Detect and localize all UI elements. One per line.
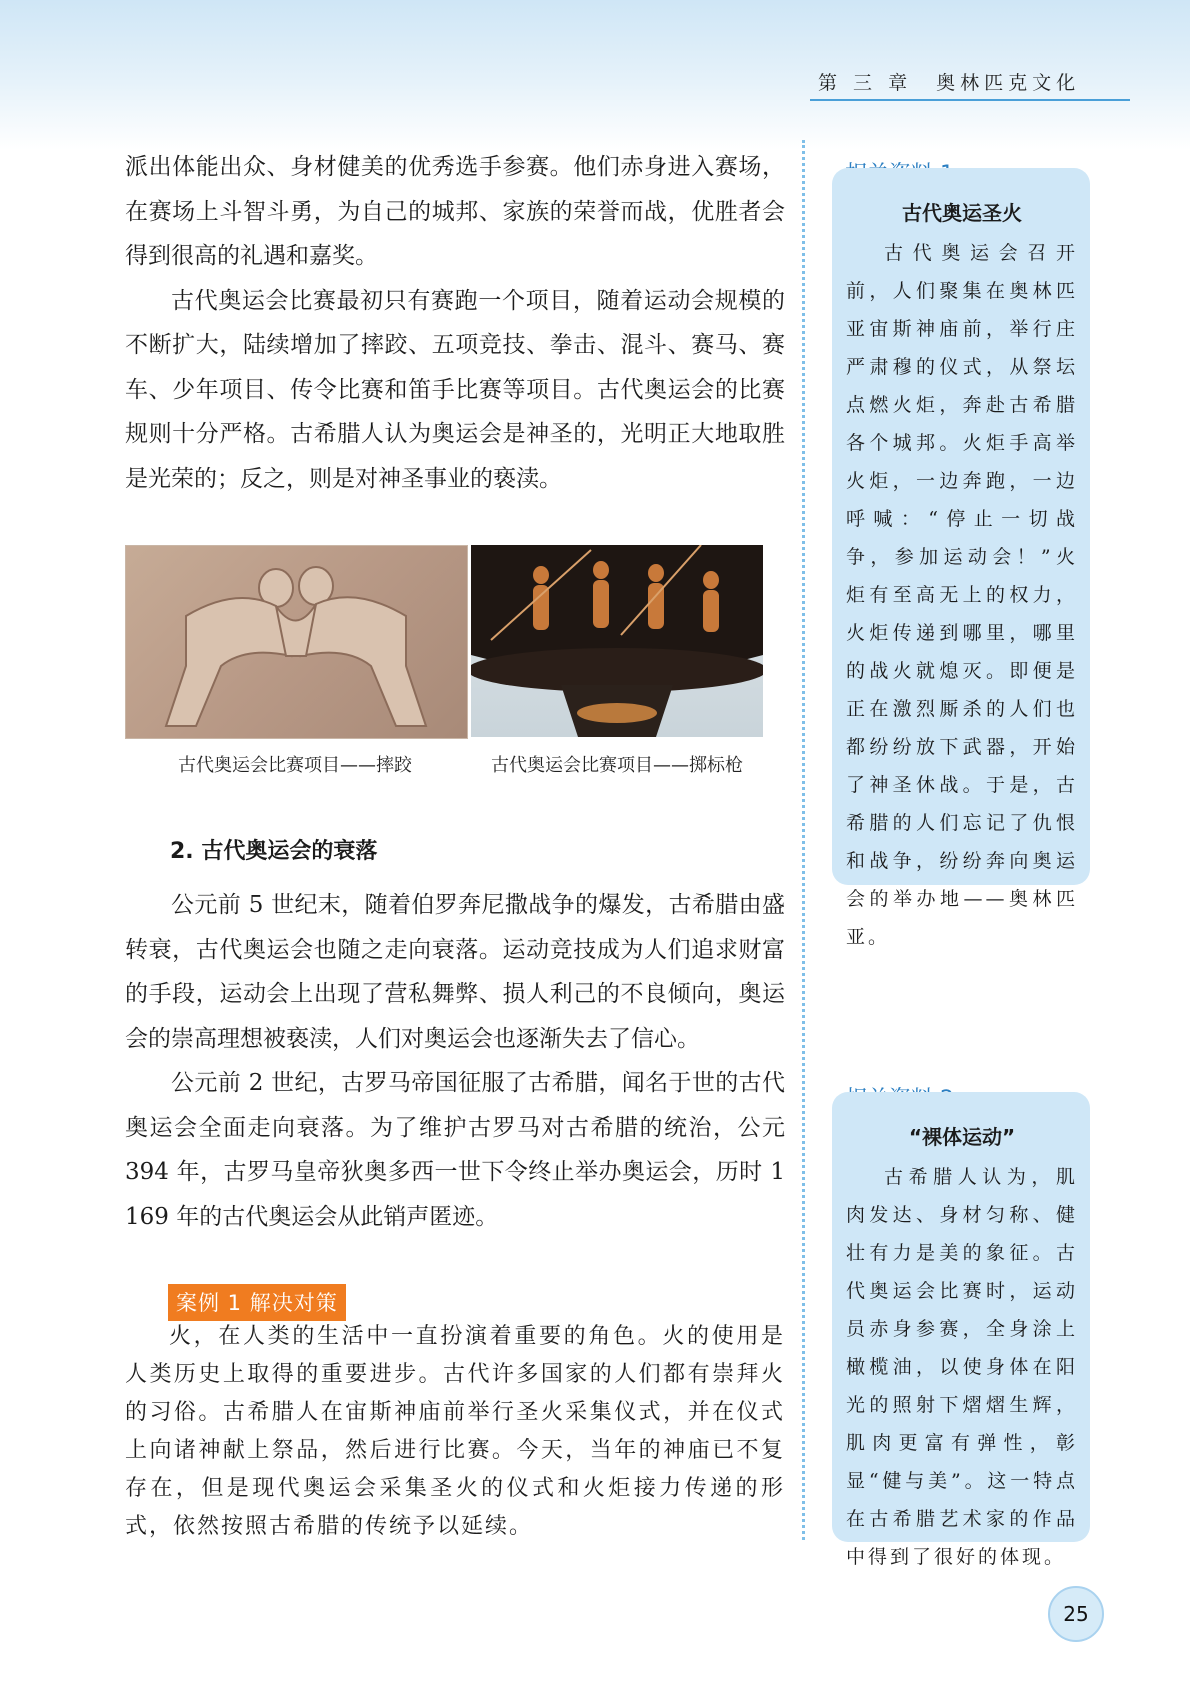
aside-box-1 xyxy=(832,168,1090,948)
aside-title: 古代奥运圣火 xyxy=(902,201,1022,225)
section-title: 2. 古代奥运会的衰落 xyxy=(170,839,378,864)
paragraph-decline-1: 公元前 5 世纪末，随着伯罗奔尼撒战争的爆发，古希腊由盛转衰，古代奥运会也随之走向衰落。运动竞技成为人们追求财富的手段，运动会上出现了营私舞弊、损人利己的不良倾向，奥运会的崇高理想被亵渎，人们对奥运会也逐渐失去了信心。 xyxy=(125,892,785,1052)
figure-caption: 古代奥运会比赛项目——摔跤 xyxy=(178,755,412,776)
case-paragraph: 火，在人类的生活中一直扮演着重要的角色。火的使用是人类历史上取得的重要进步。古代许多国家的人们都有崇拜火的习俗。古希腊人在宙斯神庙前举行圣火采集仪式，并在仪式上向诸神献上祭品，然后进行比赛。今天，当年的神庙已不复存在，但是现代奥运会采集圣火的仪式和火炬接力传递的形式，依然按照古希腊的传统予以延续。 xyxy=(125,1324,785,1539)
page-number: 25 xyxy=(1048,1586,1104,1642)
section-text xyxy=(125,883,785,1239)
paragraph-continuation: 派出体能出众、身材健美的优秀选手参赛。他们赤身进入赛场，在赛场上斗智斗勇，为自己的城邦、家族的荣誉而战，优胜者会得到很高的礼遇和嘉奖。 xyxy=(125,154,785,269)
chapter-title: 第 三 章 奥林匹克文化 xyxy=(818,72,1081,94)
aside-title: “裸体运动” xyxy=(908,1125,1016,1149)
header-rule xyxy=(810,99,1130,101)
figures xyxy=(125,545,785,785)
aside-text: 古希腊人认为，肌肉发达、身材匀称、健壮有力是美的象征。古代奥运会比赛时，运动员赤身参赛，全身涂上橄榄油，以使身体在阳光的照射下熠熠生辉，肌肉更富有弹性，彰显“健与美”。这一特点在古希腊艺术家的作品中得到了很好的体现。 xyxy=(846,1166,1078,1568)
aside-text: 古代奥运会召开前，人们聚集在奥林匹亚宙斯神庙前，举行庄严肃穆的仪式，从祭坛点燃火炬，奔赴古希腊各个城邦。火炬手高举火炬，一边奔跑，一边呼喊：“停止一切战争，参加运动会！”火炬有至高无上的权力，火炬传递到哪里，哪里的战火就熄灭。即便是正在激烈厮杀的人们也都纷纷放下武器，开始了神圣休战。于是，古希腊的人们忘记了仇恨和战争，纷纷奔向奥运会的举办地——奥林匹亚。 xyxy=(846,242,1078,948)
figure-caption: 古代奥运会比赛项目——掷标枪 xyxy=(491,755,743,776)
wrestling-relief-image xyxy=(125,545,468,739)
paragraph-events: 古代奥运会比赛最初只有赛跑一个项目，随着运动会规模的不断扩大，陆续增加了摔跤、五项竞技、拳击、混斗、赛马、赛车、少年项目、传令比赛和笛手比赛等项目。古代奥运会的比赛规则十分严格。古希腊人认为奥运会是神圣的，光明正大地取胜是光荣的；反之，则是对神圣事业的亵渎。 xyxy=(125,287,785,492)
aside-box-2 xyxy=(832,1092,1090,1568)
case-tag: 案例 1 解决对策 xyxy=(168,1284,346,1321)
column-divider xyxy=(802,140,805,1540)
main-text xyxy=(125,145,785,501)
paragraph-decline-2: 公元前 2 世纪，古罗马帝国征服了古希腊，闻名于世的古代奥运会全面走向衰落。为了维护古罗马对古希腊的统治，公元 394 年，古罗马皇帝狄奥多西一世下令终止举办奥运会，历时 1 169 年的古代奥运会从此销声匿迹。 xyxy=(125,1070,785,1230)
javelin-vase-image xyxy=(471,545,763,737)
case-body xyxy=(125,1318,785,1546)
